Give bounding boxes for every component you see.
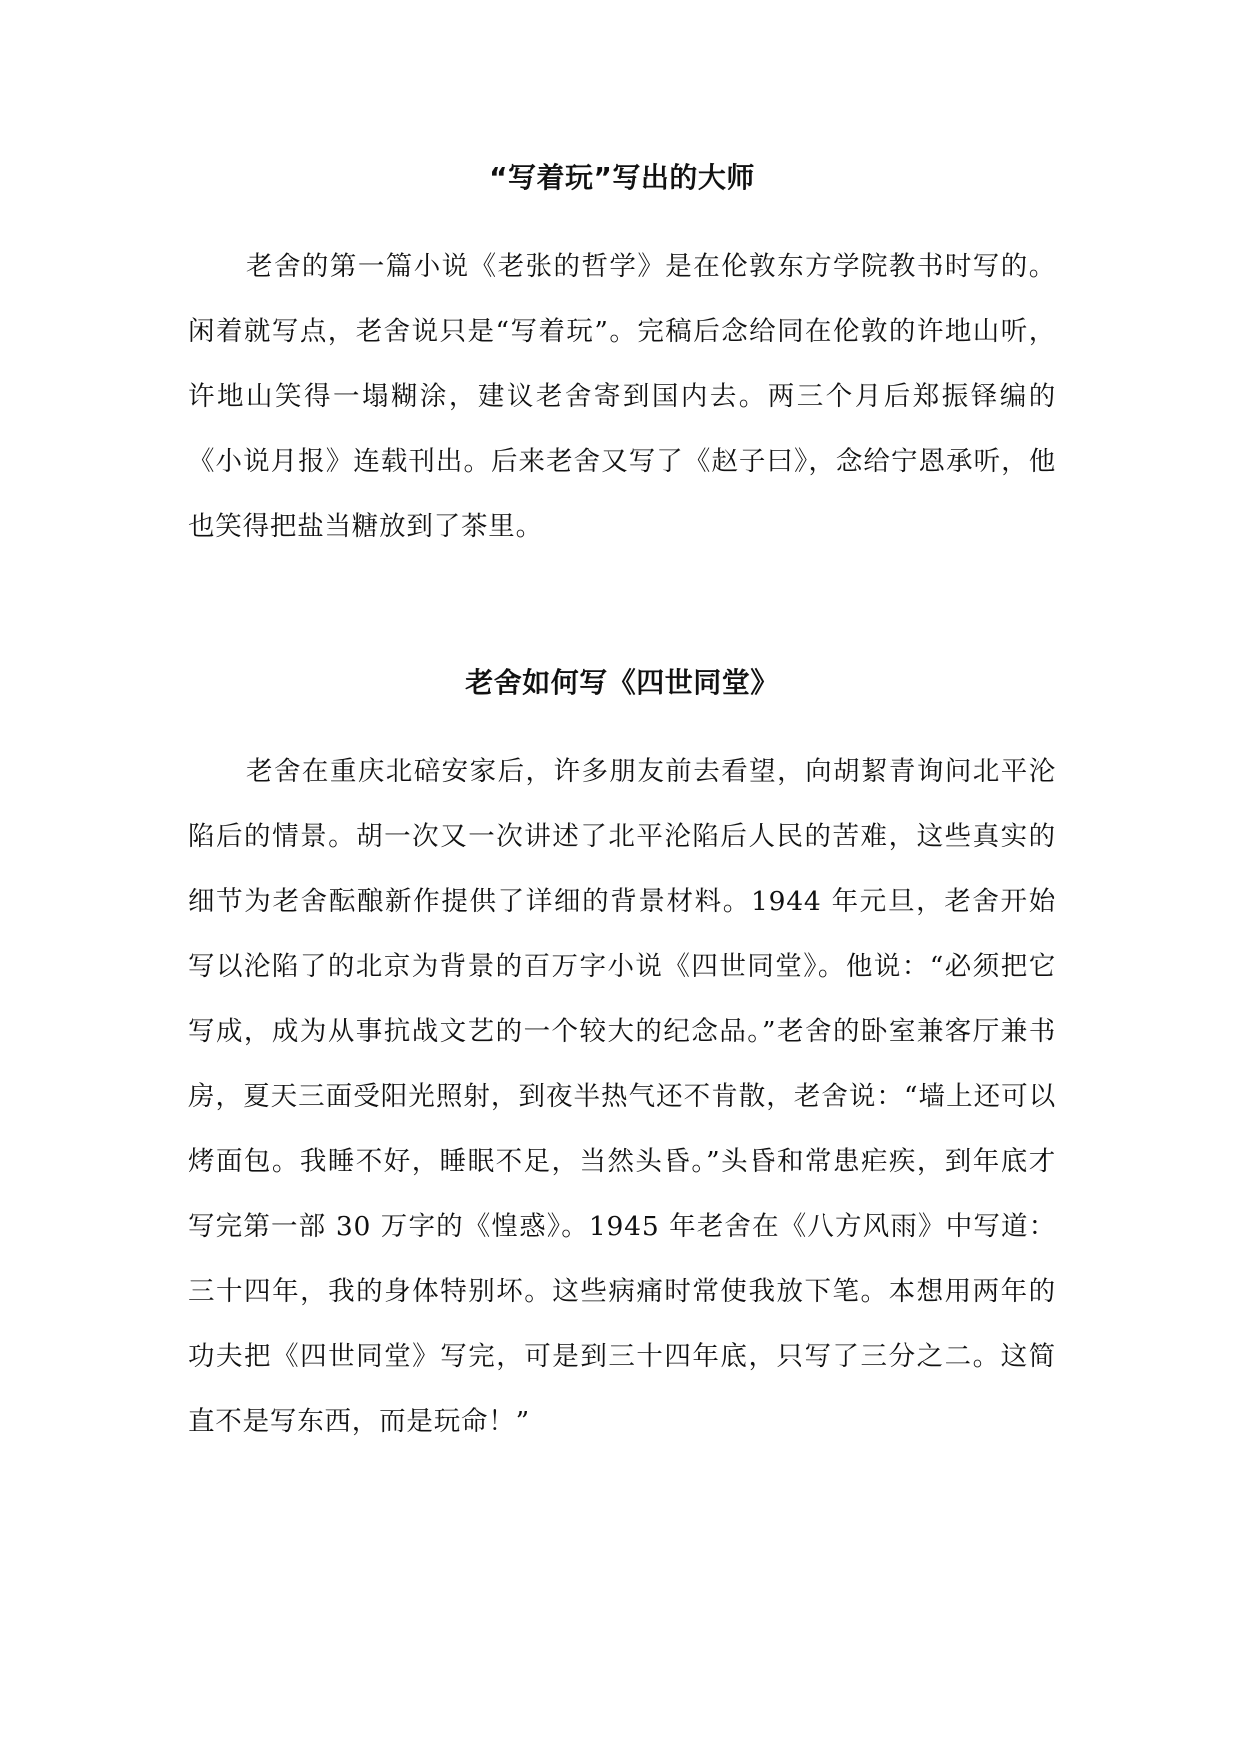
section-paragraph: 老舍的第一篇小说《老张的哲学》是在伦敦东方学院教书时写的。闲着就写点，老舍说只是“写着玩”。完稿后念给同在伦敦的许地山听，许地山笑得一塌糊涂，建议老舍寄到国内去。两三个月后郑振铎编的《小说月报》连载刊出。后来老舍又写了《赵子曰》，念给宁恩承听，他也笑得把盐当糖放到了茶里。 xyxy=(188,251,1056,542)
article-section-four-generations xyxy=(188,665,1056,1454)
section-paragraph: 老舍在重庆北碚安家后，许多朋友前去看望，向胡絜青询问北平沦陷后的情景。胡一次又一次讲述了北平沦陷后人民的苦难，这些真实的细节为老舍酝酿新作提供了详细的背景材料。1944 年元旦，老舍开始写以沦陷了的北京为背景的百万字小说《四世同堂》。他说：“必须把它写成，成为从事抗战文艺的一个较大的纪念品。”老舍的卧室兼客厅兼书房，夏天三面受阳光照射，到夜半热气还不肯散，老舍说：“墙上还可以烤面包。我睡不好，睡眠不足，当然头昏。”头昏和常患疟疾，到年底才写完第一部 30 万字的《惶惑》。1945 年老舍在《八方风雨》中写道：三十四年，我的身体特别坏。这些病痛时常使我放下笔。本想用两年的功夫把《四世同堂》写完，可是到三十四年底，只写了三分之二。这简直不是写东西，而是玩命！” xyxy=(188,756,1056,1437)
article-section-writing-for-fun xyxy=(188,160,1056,559)
section-title: “写着玩”写出的大师 xyxy=(489,161,755,194)
section-title: 老舍如何写《四世同堂》 xyxy=(465,666,779,699)
